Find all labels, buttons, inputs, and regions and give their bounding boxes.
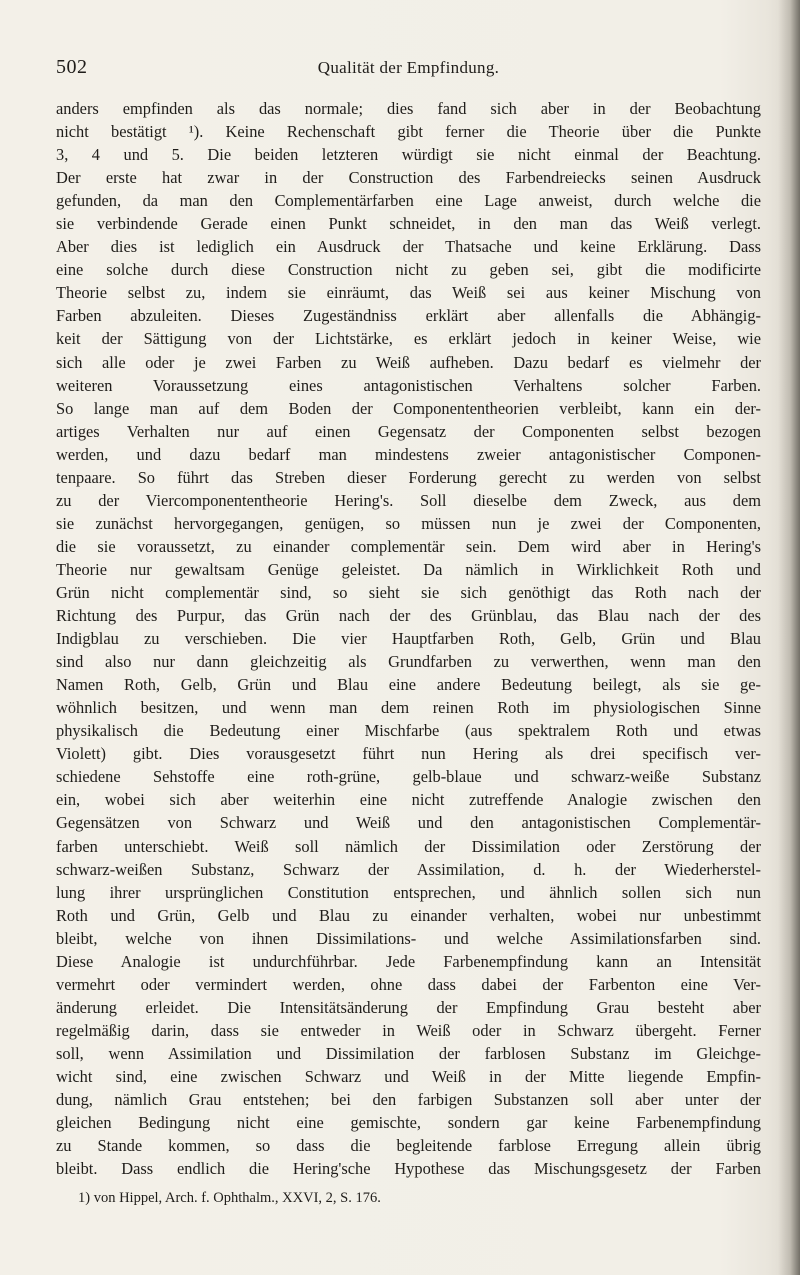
footnote: 1) von Hippel, Arch. f. Ophthalm., XXVI, 2, S. 176. — [78, 1190, 381, 1206]
text-line: soll, wenn Assimilation und Dissimilation der farblosen Substanz im Gleichge- — [56, 1043, 761, 1063]
text-line: regelmäßig darin, dass sie entweder in Weiß oder in Schwarz übergeht. Ferner — [56, 1020, 761, 1040]
text-line: tenpaare. So führt das Streben dieser Forderung gerecht zu werden von selbst — [56, 467, 761, 487]
text-line: bleibt. Dass endlich die Hering'sche Hypothese das Mischungsgesetz der Farben — [56, 1159, 761, 1179]
text-line: änderung erleidet. Die Intensitätsänderung der Empfindung Grau besteht aber — [56, 997, 761, 1017]
text-line: bleibt, welche von ihnen Dissimilations- und welche Assimilationsfarben sind. — [56, 928, 761, 948]
text-line: ein, wobei sich aber weiterhin eine nicht zutreffende Analogie zwischen den — [56, 790, 761, 810]
text-line: sind also nur dann gleichzeitig als Grundfarben zu verwerthen, wenn man den — [56, 652, 761, 672]
page-header — [56, 56, 761, 86]
text-line: sie zunächst hervorgegangen, genügen, so müssen nun je zwei der Componenten, — [56, 513, 761, 533]
text-line: Diese Analogie ist undurchführbar. Jede Farbenempfindung kann an Intensität — [56, 951, 761, 971]
text-line: schwarz-weißen Substanz, Schwarz der Assimilation, d. h. der Wiederherstel- — [56, 859, 761, 879]
text-line: farben unterschiebt. Weiß soll nämlich der Dissimilation oder Zerstörung der — [56, 836, 761, 856]
body-text — [56, 97, 761, 1180]
text-line: gefunden, da man den Complementärfarben eine Lage anweist, durch welche die — [56, 191, 761, 211]
page-number: 502 — [56, 56, 88, 78]
text-line: Theorie selbst zu, indem sie einräumt, das Weiß sei aus keiner Mischung von — [56, 283, 761, 303]
text-line: sich alle oder je zwei Farben zu Weiß aufheben. Dazu bedarf es vielmehr der — [56, 352, 761, 372]
text-line: So lange man auf dem Boden der Componententheorien verbleibt, kann ein der- — [56, 398, 761, 418]
page-edge-shadow — [778, 0, 800, 1275]
text-line: Grün nicht complementär sind, so sieht sie sich genöthigt das Roth nach der — [56, 582, 761, 602]
text-line: Richtung des Purpur, das Grün nach der des Grünblau, das Blau nach der des — [56, 606, 761, 626]
text-line: weiteren Voraussetzung eines antagonistischen Verhaltens solcher Farben. — [56, 375, 761, 395]
text-line: keit der Sättigung von der Lichtstärke, es erklärt jedoch in keiner Weise, wie — [56, 329, 761, 349]
text-line: Violett) gibt. Dies vorausgesetzt führt nun Hering als drei specifisch ver- — [56, 744, 761, 764]
text-line: sie verbindende Gerade einen Punkt schneidet, in den man das Weiß verlegt. — [56, 214, 761, 234]
text-line: artiges Verhalten nur auf einen Gegensatz der Componenten selbst bezogen — [56, 421, 761, 441]
text-line: die sie voraussetzt, zu einander complementär sein. Dem wird aber in Hering's — [56, 536, 761, 556]
text-line: dung, nämlich Grau entstehen; bei den farbigen Substanzen soll aber unter der — [56, 1090, 761, 1110]
text-line: Der erste hat zwar in der Construction des Farbendreiecks seinen Ausdruck — [56, 168, 761, 188]
text-line: schiedene Sehstoffe eine roth-grüne, gelb-blaue und schwarz-weiße Substanz — [56, 767, 761, 787]
text-line: wicht sind, eine zwischen Schwarz und Weiß in der Mitte liegende Empfin- — [56, 1066, 761, 1086]
text-line: gleichen Bedingung nicht eine gemischte, sondern gar keine Farbenempfindung — [56, 1113, 761, 1133]
running-title: Qualität der Empfindung. — [317, 58, 500, 77]
text-line: Namen Roth, Gelb, Grün und Blau eine andere Bedeutung beilegt, als sie ge- — [56, 675, 761, 695]
text-line: Indigblau zu verschieben. Die vier Hauptfarben Roth, Gelb, Grün und Blau — [56, 629, 761, 649]
text-line: lung ihrer ursprünglichen Constitution entsprechen, und ähnlich sollen sich nun — [56, 882, 761, 902]
text-line: Gegensätzen von Schwarz und Weiß und den antagonistischen Complementär- — [56, 813, 761, 833]
text-line: vermehrt oder vermindert werden, ohne dass dabei der Farbenton eine Ver- — [56, 974, 761, 994]
text-line: physikalisch die Bedeutung einer Mischfarbe (aus spektralem Roth und etwas — [56, 721, 761, 741]
text-line: wöhnlich besitzen, und wenn man dem reinen Roth im physiologischen Sinne — [56, 698, 761, 718]
text-line: Roth und Grün, Gelb und Blau zu einander verhalten, wobei nur unbestimmt — [56, 905, 761, 925]
text-line: Theorie nur gewaltsam Genüge geleistet. Da nämlich in Wirklichkeit Roth und — [56, 559, 761, 579]
text-line: Aber dies ist lediglich ein Ausdruck der Thatsache und keine Erklärung. Dass — [56, 237, 761, 257]
text-line: eine solche durch diese Construction nicht zu geben sei, gibt die modificirte — [56, 260, 761, 280]
text-line: nicht bestätigt ¹). Keine Rechenschaft gibt ferner die Theorie über die Punkte — [56, 122, 761, 142]
text-line: Farben abzuleiten. Dieses Zugeständniss erklärt aber allenfalls die Abhängig- — [56, 306, 761, 326]
text-line: zu Stande kommen, so dass die begleitende farblose Erregung allein übrig — [56, 1136, 761, 1156]
text-line: zu der Viercomponententheorie Hering's. Soll dieselbe dem Zweck, aus dem — [56, 490, 761, 510]
text-line: 3, 4 und 5. Die beiden letzteren würdigt sie nicht einmal der Beachtung. — [56, 145, 761, 165]
text-line: anders empfinden als das normale; dies fand sich aber in der Beobachtung — [56, 99, 761, 118]
text-line: werden, und dazu bedarf man mindestens zweier antagonistischer Componen- — [56, 444, 761, 464]
